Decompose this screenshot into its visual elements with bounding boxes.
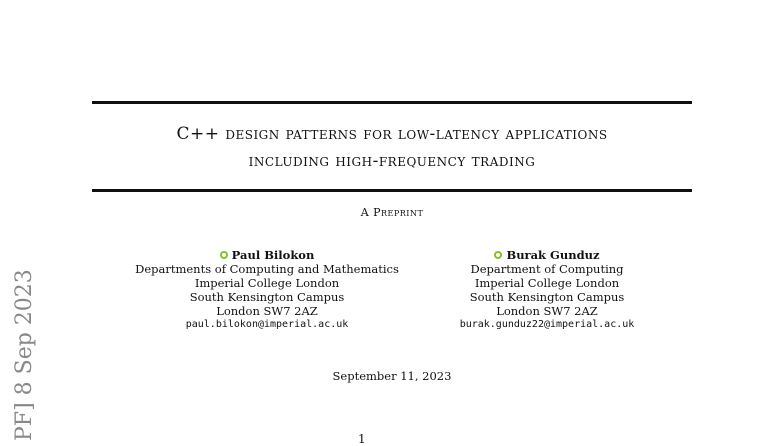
arxiv-side-stamp: PF] 8 Sep 2023: [12, 269, 37, 441]
author-campus: South Kensington Campus: [469, 290, 625, 304]
author-institution: Imperial College London: [194, 276, 340, 290]
paper-title-line-2: including high-frequency trading: [248, 151, 536, 171]
author-postcode: London SW7 2AZ: [496, 304, 598, 318]
author-email[interactable]: burak.gunduz22@imperial.ac.uk: [459, 319, 635, 330]
orcid-icon[interactable]: [494, 251, 502, 259]
author-name: Burak Gunduz: [506, 248, 600, 262]
top-rule: [92, 101, 692, 104]
orcid-icon[interactable]: [220, 251, 228, 259]
author-block-1: [120, 248, 414, 332]
author-block-2: [420, 248, 674, 332]
author-name: Paul Bilokon: [231, 248, 315, 262]
bottom-rule: [92, 189, 692, 192]
author-postcode: London SW7 2AZ: [216, 304, 318, 318]
author-email[interactable]: paul.bilokon@imperial.ac.uk: [185, 319, 349, 330]
author-institution: Imperial College London: [474, 276, 620, 290]
author-affiliation: Department of Computing: [470, 262, 624, 276]
paper-title-line-1: C++ design patterns for low-latency applications: [176, 124, 608, 144]
page-number: 1: [358, 432, 366, 446]
preprint-label: A Preprint: [360, 206, 424, 219]
author-campus: South Kensington Campus: [189, 290, 345, 304]
publication-date: September 11, 2023: [332, 369, 452, 383]
author-affiliation: Departments of Computing and Mathematics: [135, 262, 399, 276]
